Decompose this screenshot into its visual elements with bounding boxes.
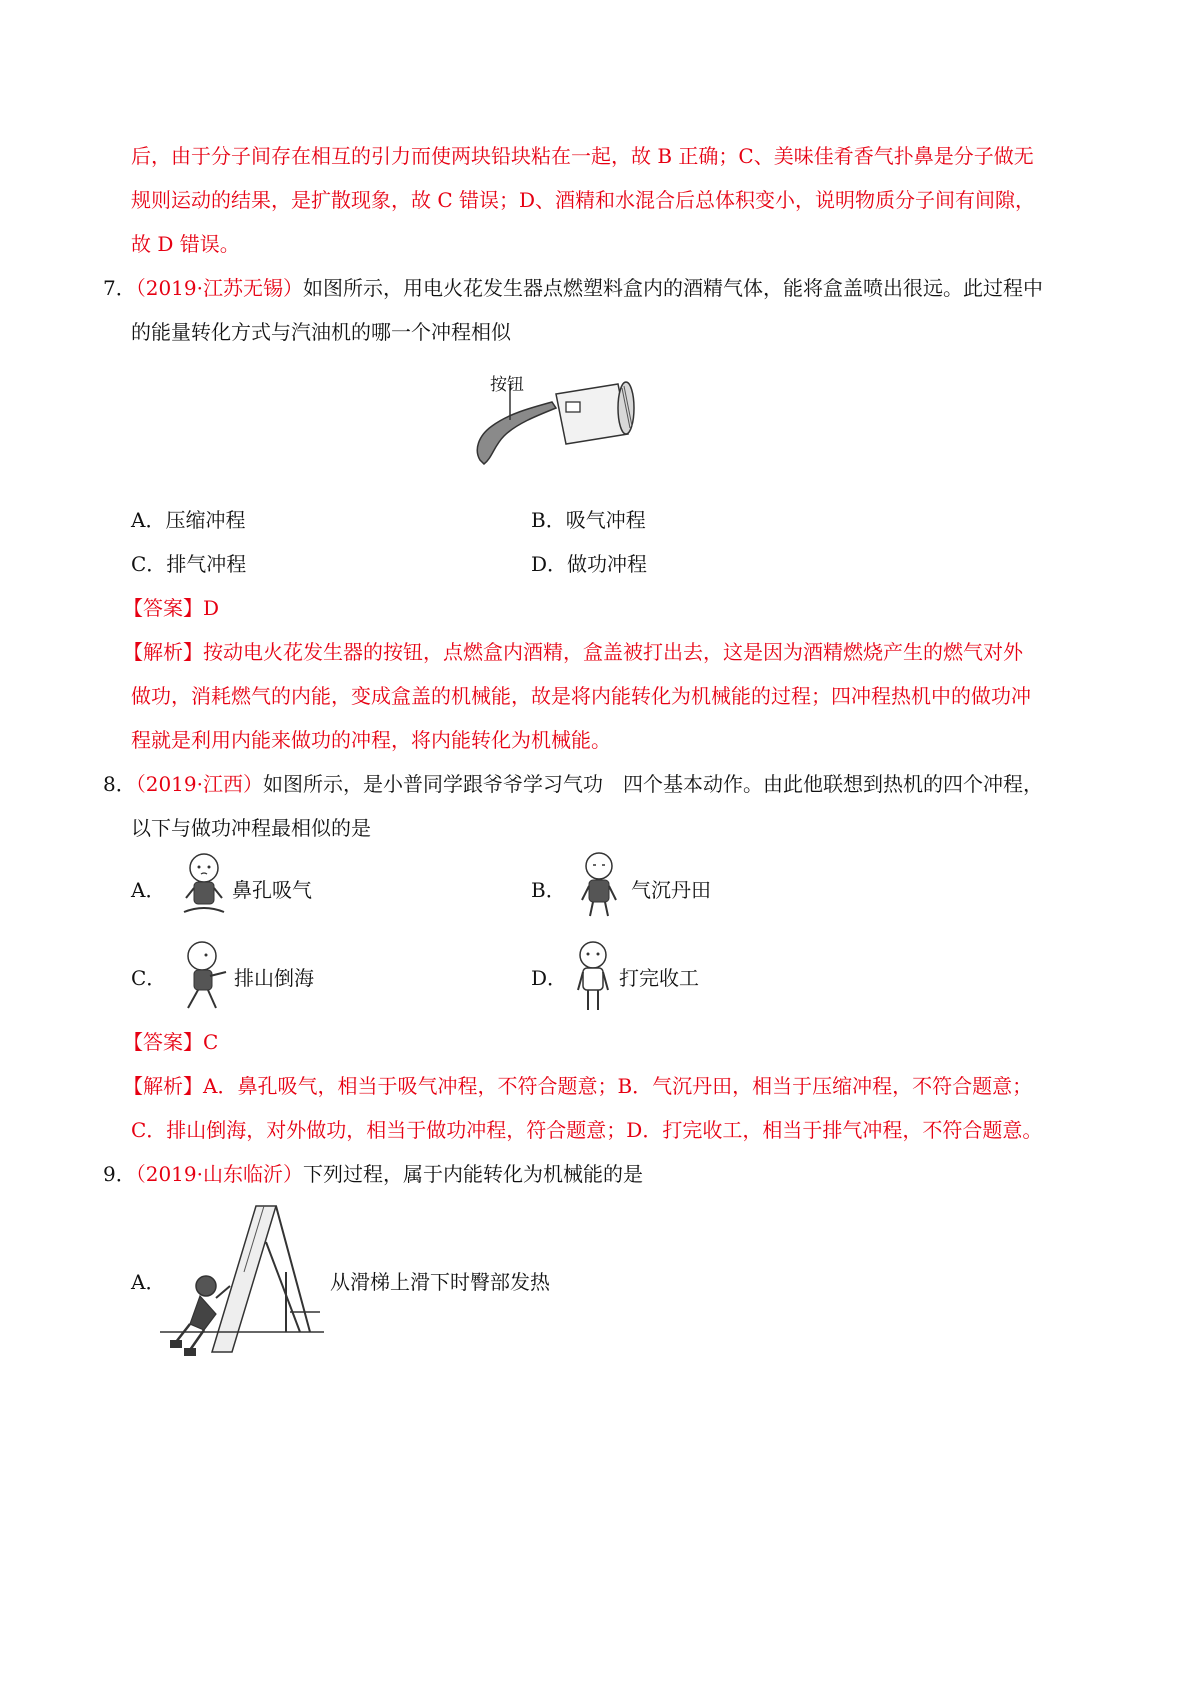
- q8-stem-line-2: 以下与做功冲程最相似的是: [131, 816, 371, 840]
- q8-option-a-text: 鼻孔吸气: [232, 878, 312, 902]
- q7-analysis-line-2: 做功，消耗燃气的内能，变成盒盖的机械能，故是将内能转化为机械能的过程；四冲程热机中的做功冲: [131, 684, 1031, 708]
- q8-stem-line-1: [103, 770, 1043, 798]
- q6-explanation-line-3: 故 D 错误。: [131, 232, 240, 256]
- q8-option-d-text: 打完收工: [619, 966, 699, 990]
- q6-explanation-line-2: 规则运动的结果，是扩散现象，故 C 错误；D、酒精和水混合后总体积变小，说明物质分子间有间隙，: [131, 188, 1036, 212]
- q8-analysis-line-2: C．排山倒海，对外做功，相当于做功冲程，符合题意；D．打完收工，相当于排气冲程，不符合题意。: [131, 1118, 1043, 1142]
- button-label: 按钮: [490, 375, 524, 395]
- spark-generator-figure: [470, 364, 650, 474]
- child-breathing-in-figure: [180, 850, 228, 920]
- qigong-pose-b-icon: [574, 850, 624, 920]
- q7-option-d-letter: D．: [531, 552, 568, 576]
- q6-explanation-line-1: 后，由于分子间存在相互的引力而使两块铅块粘在一起，故 B 正确；C、美味佳肴香气扑鼻是分子做无: [131, 144, 1034, 168]
- q7-option-b: [531, 506, 646, 534]
- qigong-pose-c-icon: [180, 938, 230, 1014]
- q7-number: 7．: [103, 276, 136, 300]
- q7-answer: 【答案】D: [123, 596, 220, 620]
- q9-source: （2019·山东临沂）: [135, 1162, 303, 1186]
- q8-number: 8．: [103, 772, 136, 796]
- q9-number: 9．: [103, 1162, 136, 1186]
- q7-analysis-line-3: 程就是利用内能来做功的冲程，将内能转化为机械能。: [131, 728, 611, 752]
- q7-option-d-text: 做功冲程: [567, 552, 648, 576]
- q8-analysis-line-1: 【解析】A．鼻孔吸气，相当于吸气冲程，不符合题意；B．气沉丹田，相当于压缩冲程，不符合题意；: [123, 1074, 1033, 1098]
- q8-answer: 【答案】C: [123, 1030, 219, 1054]
- child-on-slide-illustration: [160, 1202, 324, 1362]
- qigong-pose-d-icon: [570, 938, 616, 1014]
- q9-option-a-letter: A．: [131, 1270, 166, 1294]
- q9-stem-line: [103, 1160, 643, 1188]
- q7-option-a-text: 压缩冲程: [165, 508, 246, 532]
- q7-option-c: [131, 550, 246, 578]
- q7-option-b-letter: B．: [531, 508, 566, 532]
- qigong-pose-a-icon: [180, 850, 228, 920]
- q7-analysis-line-1: 【解析】按动电火花发生器的按钮，点燃盒内酒精，盒盖被打出去，这是因为酒精燃烧产生的燃气对外: [123, 640, 1023, 664]
- q9-option-a-text: 从滑梯上滑下时臀部发热: [330, 1270, 550, 1294]
- q7-option-b-text: 吸气冲程: [565, 508, 646, 532]
- q7-stem-text-1: 如图所示，用电火花发生器点燃塑料盒内的酒精气体，能将盒盖喷出很远。此过程中: [303, 276, 1043, 300]
- q8-option-c-text: 排山倒海: [234, 966, 314, 990]
- q8-option-a-letter: A．: [131, 878, 166, 902]
- q7-option-c-letter: C．: [131, 552, 167, 576]
- q8-option-d-letter: D．: [531, 966, 568, 990]
- q7-source: （2019·江苏无锡）: [135, 276, 303, 300]
- q7-option-a: [131, 506, 245, 534]
- q8-option-b-letter: B．: [531, 878, 566, 902]
- q8-stem-text-1: 如图所示，是小普同学跟爷爷学习气功 四个基本动作。由此他联想到热机的四个冲程，: [263, 772, 1043, 796]
- q8-option-c-letter: C．: [131, 966, 167, 990]
- child-finishing-figure: [570, 938, 616, 1014]
- q7-stem-line-1: [103, 274, 1043, 302]
- q7-option-d: [531, 550, 647, 578]
- q7-option-a-letter: A．: [131, 508, 166, 532]
- q8-source: （2019·江西）: [135, 772, 263, 796]
- q7-option-c-text: 排气冲程: [166, 552, 247, 576]
- q9-stem-text: 下列过程，属于内能转化为机械能的是: [303, 1162, 643, 1186]
- slide-figure: [160, 1202, 324, 1362]
- q7-stem-line-2: 的能量转化方式与汽油机的哪一个冲程相似: [131, 320, 511, 344]
- q8-option-b-text: 气沉丹田: [631, 878, 711, 902]
- child-sinking-qi-figure: [574, 850, 624, 920]
- child-pushing-figure: [180, 938, 230, 1014]
